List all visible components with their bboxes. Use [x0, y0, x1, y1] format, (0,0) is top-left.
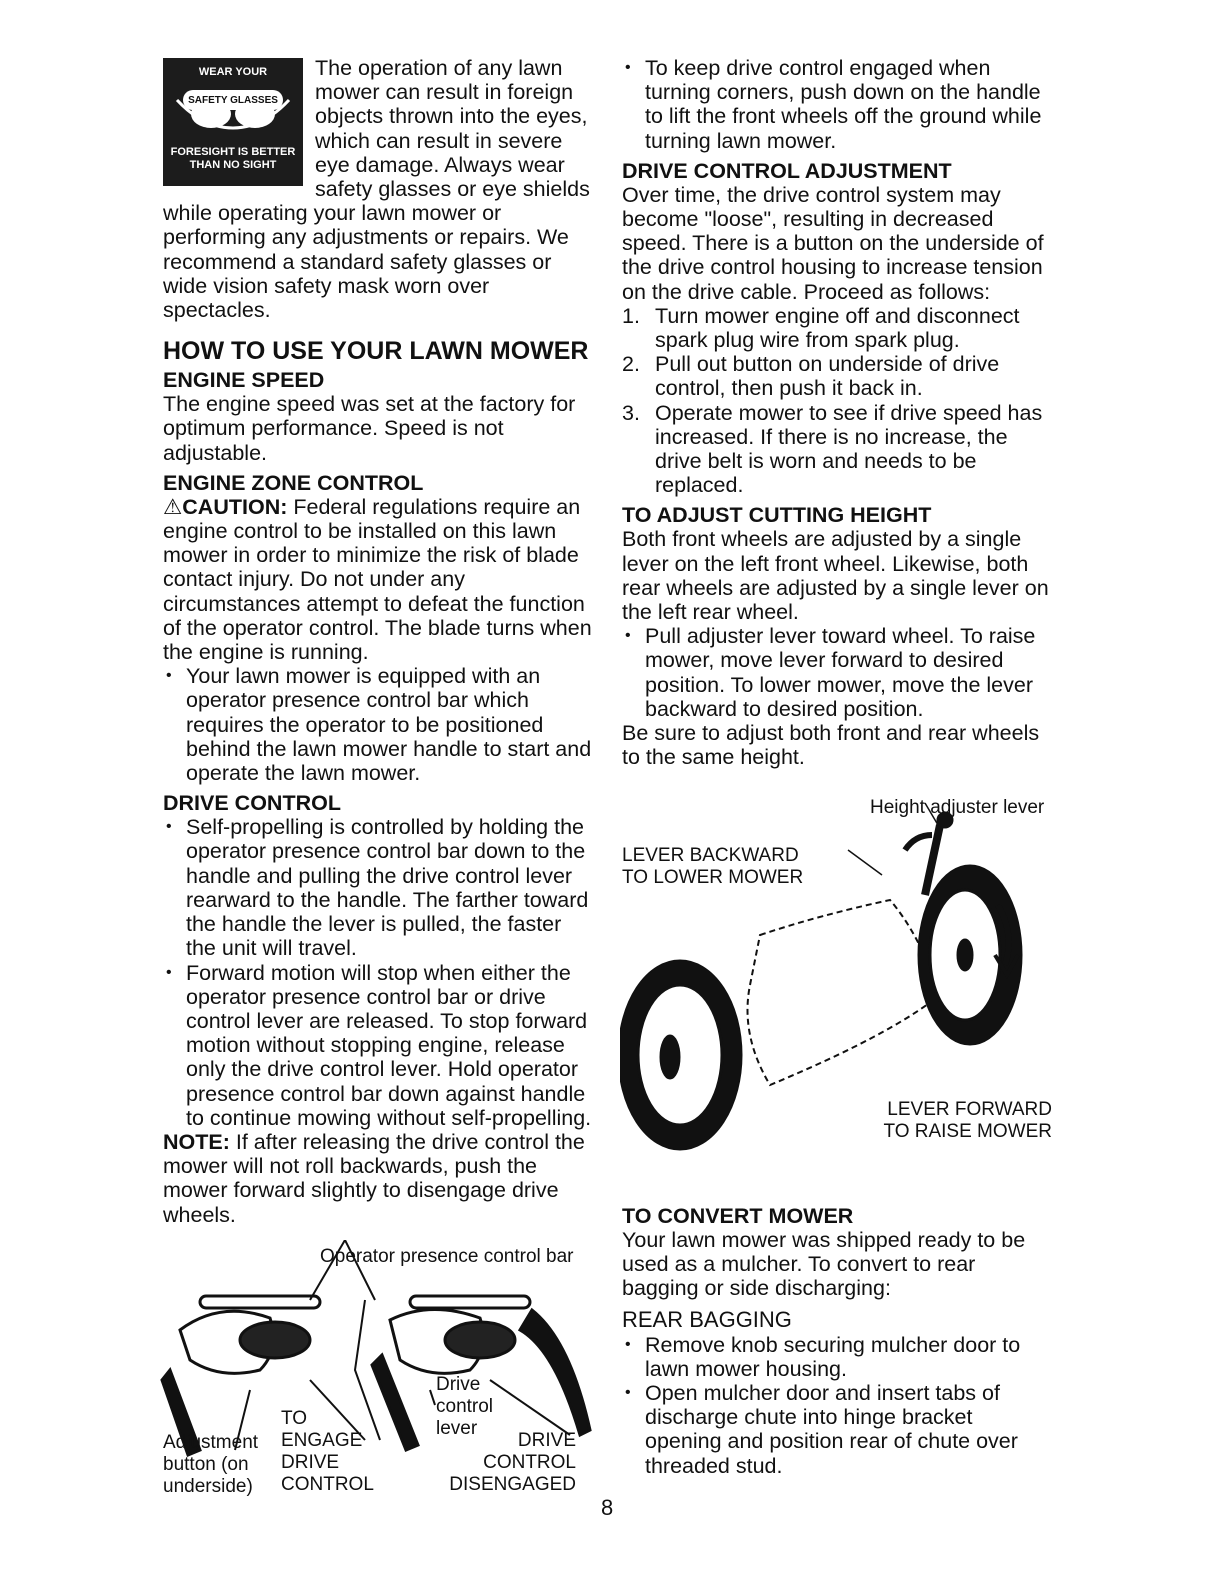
convert-bullet-1: • Remove knob securing mulcher door to lawn mower housing. [622, 1333, 1054, 1381]
cutting-height-text: Both front wheels are adjusted by a single lever on the left front wheel. Likewise, both rear wheels are adjusted by a single lever on the left rear wheel. [622, 527, 1049, 625]
badge-line-4: THAN NO SIGHT [189, 159, 277, 171]
engine-speed-text: The engine speed was set at the factory for optimum performance. Speed is not adjustable. [163, 392, 576, 465]
drive-control-title: DRIVE CONTROL [163, 791, 341, 816]
label-lever-forward: LEVER FORWARD TO RAISE MOWER [883, 1099, 1052, 1142]
warning-triangle-icon: ⚠ [163, 494, 183, 519]
convert-text: Your lawn mower was shipped ready to be used as a mulcher. To convert to rear bagging or side discharging: [622, 1228, 1026, 1301]
page-number: 8 [601, 1495, 614, 1520]
turning-corners-bullet: • To keep drive control engaged when turning corners, push down on the handle to lift the front wheels off the ground while turning lawn mower. [622, 56, 1054, 153]
left-column [163, 56, 593, 1227]
note-text: If after releasing the drive control the mower will not roll backwards, push the mower forward slightly to disengage drive wheels. [163, 1129, 585, 1227]
caution-label: CAUTION: [182, 494, 288, 519]
note-label: NOTE: [163, 1129, 230, 1154]
label-control-bar: Operator presence control bar [320, 1246, 574, 1267]
engine-zone-title: ENGINE ZONE CONTROL [163, 470, 424, 495]
drive-adjust-step-2: 2. Pull out button on underside of drive control, then push it back in. [622, 352, 1000, 401]
rear-bagging-title: REAR BAGGING [622, 1306, 792, 1332]
drive-control-bullet-1: • Self-propelling is controlled by holding the operator presence control bar down to the handle and pulling the drive control lever rearward to the handle. The farther toward the handle the lever is pulled, the faster the unit will travel. [163, 815, 593, 960]
caution-text: Federal regulations require an engine control to be installed on this lawn mower in order to minimize the risk of blade contact injury. Do not under any circumstances attempt to defeat the function of the operator control. The blade turns when the engine is running. [163, 494, 592, 665]
drive-adjust-title: DRIVE CONTROL ADJUSTMENT [622, 158, 952, 183]
label-lever-backward: LEVER BACKWARD TO LOWER MOWER [622, 845, 804, 888]
label-adjust-button: Adjustment button (on underside) [163, 1432, 259, 1497]
label-engage: TO ENGAGE DRIVE CONTROL [281, 1408, 374, 1495]
convert-title: TO CONVERT MOWER [622, 1204, 854, 1228]
convert-bullet-2: • Open mulcher door and insert tabs of discharge chute into hinge bracket opening and position rear of chute over threaded stud. [622, 1381, 1054, 1478]
height-figure [620, 795, 1060, 1155]
convert-section [622, 1204, 1054, 1478]
safety-glasses-badge [163, 58, 303, 186]
intro-text: The operation of any lawn mower can result in foreign objects thrown into the eyes, which can result in severe eye damage. Always wear safety glasses or eye shields while operating your lawn mower or performing any adjustments or repairs. We recommend a standard safety glasses or wide vision safety mask worn over spectacles. [163, 56, 590, 323]
drive-control-bullet-2: • Forward motion will stop when either the operator presence control bar or drive control lever are released. To stop forward motion without stopping engine, release only the drive control lever. Hold operator presence control bar down against handle to continue mowing without self-propelling. [163, 961, 593, 1130]
drive-control-note [163, 1130, 593, 1227]
right-column [622, 56, 1054, 769]
engine-zone-bullet: • Your lawn mower is equipped with an operator presence control bar which requires the operator to be positioned behind the lawn mower handle to start and operate the lawn mower. [163, 664, 593, 785]
cutting-height-after: Be sure to adjust both front and rear wheels to the same height. [622, 721, 1040, 770]
badge-line-2: SAFETY GLASSES [188, 95, 278, 106]
label-drive-lever: Drive control lever [436, 1374, 494, 1439]
drive-adjust-step-1: 1. Turn mower engine off and disconnect spark plug wire from spark plug. [622, 303, 1020, 353]
drive-adjust-text: Over time, the drive control system may become "loose", resulting in decreased speed. There is a button on the underside of the drive control housing to increase tension on the drive cable. Proceed as follows: [622, 182, 1044, 304]
badge-line-3: FORESIGHT IS BETTER [170, 146, 296, 158]
handle-figure [160, 1240, 600, 1500]
drive-adjust-step-3: 3. Operate mower to see if drive speed has increased. If there is no increase, the drive belt is worn and needs to be replaced. [622, 400, 1043, 498]
cutting-height-bullet: • Pull adjuster lever toward wheel. To raise mower, move lever forward to desired position. To lower mower, move the lever backward to desired position. [622, 624, 1054, 721]
label-height-lever: Height adjuster lever [870, 797, 1045, 818]
engine-zone-caution [163, 495, 593, 664]
badge-line-1: WEAR YOUR [198, 66, 268, 78]
engine-speed-title: ENGINE SPEED [163, 368, 325, 393]
label-disengaged: DRIVE CONTROL DISENGAGED [449, 1430, 576, 1495]
how-to-title: HOW TO USE YOUR LAWN MOWER [163, 337, 589, 366]
cutting-height-title: TO ADJUST CUTTING HEIGHT [622, 503, 932, 528]
